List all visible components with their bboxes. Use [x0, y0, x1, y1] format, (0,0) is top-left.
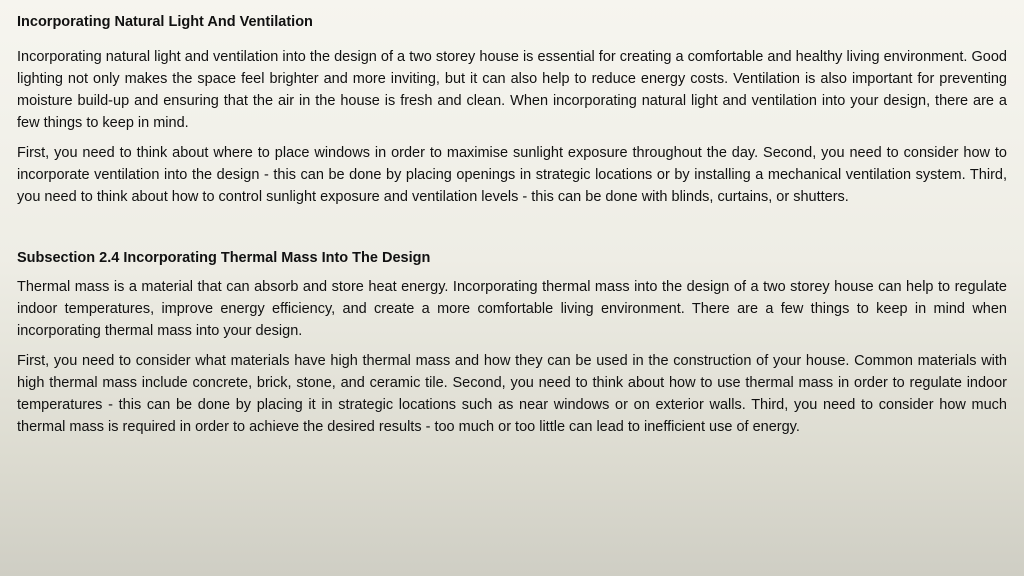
paragraph-thermal-mass-intro: Thermal mass is a material that can absorb and store heat energy. Incorporating thermal mass into the design of a two storey house can help to regulate indoor temperatures, improve energy efficiency, and create a more comfortable living environment. There are a few things to keep in mind when incorporating thermal mass into your design. [17, 279, 1007, 339]
paragraph-natural-light-steps: First, you need to think about where to place windows in order to maximise sunlight exposure throughout the day. Second, you need to consider how to incorporate ventilation into the design - this can be done by placing openings in strategic locations or by installing a mechanical ventilation system. Third, you need to think about how to control sunlight exposure and ventilation levels - this can be done with blinds, curtains, or shutters. [17, 145, 1007, 205]
paragraph-thermal-mass-steps: First, you need to consider what materials have high thermal mass and how they can be used in the construction of your house. Common materials with high thermal mass include concrete, brick, stone, and ceramic tile. Second, you need to think about how to use thermal mass in order to regulate indoor temperatures - this can be done by placing it in strategic locations such as near windows or on exterior walls. Third, you need to consider how much thermal mass is required in order to achieve the desired results - too much or too little can lead to inefficient use of energy. [17, 353, 1007, 435]
section-heading-thermal-mass: Subsection 2.4 Incorporating Thermal Mass Into The Design [17, 250, 431, 266]
section-heading-natural-light: Incorporating Natural Light And Ventilation [17, 14, 313, 30]
paragraph-natural-light-intro: Incorporating natural light and ventilation into the design of a two storey house is essential for creating a comfortable and healthy living environment. Good lighting not only makes the space feel brighter and more inviting, but it can also help to reduce energy costs. Ventilation is also important for preventing moisture build-up and ensuring that the air in the house is fresh and clean. When incorporating natural light and ventilation into your design, there are a few things to keep in mind. [17, 49, 1007, 131]
